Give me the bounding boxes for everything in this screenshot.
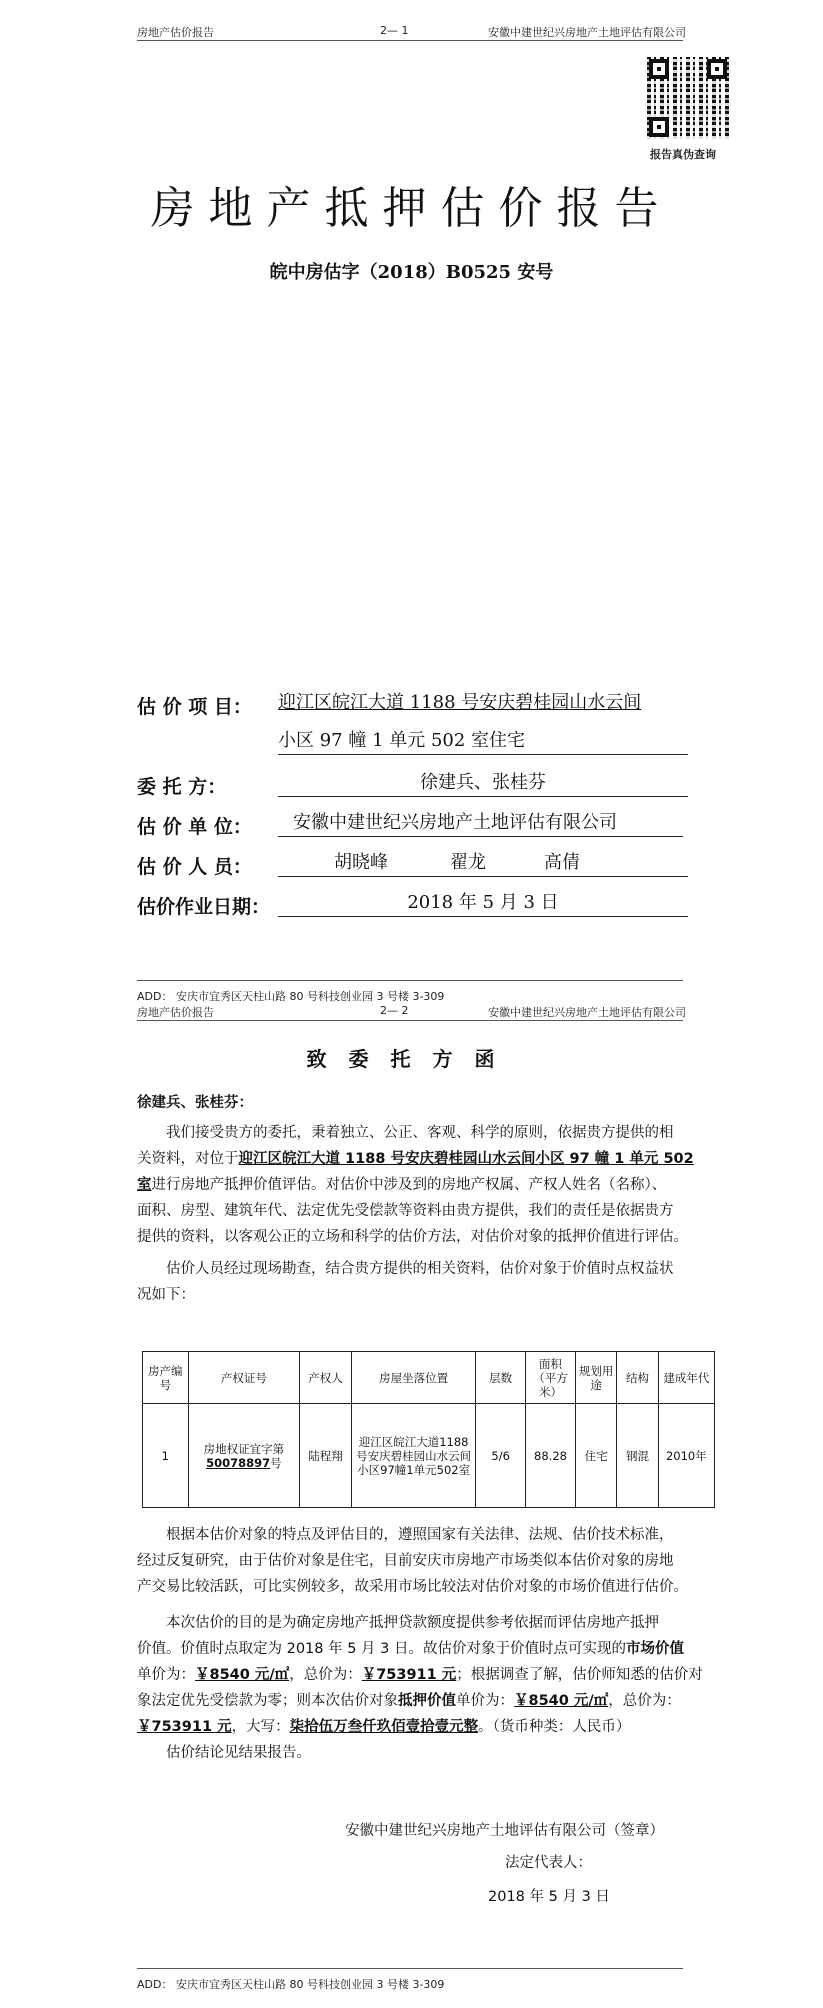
header-right: 安徽中建世纪兴房地产土地评估有限公司 xyxy=(488,26,686,39)
header-right-2: 安徽中建世纪兴房地产土地评估有限公司 xyxy=(488,1006,686,1019)
report-number: 皖中房估字（2018）B0525 安号 xyxy=(269,262,554,283)
mortgage-value-label: 抵押价值 xyxy=(398,1693,456,1709)
para5: 估价结论见结果报告。 xyxy=(166,1745,311,1761)
appraiser-1: 胡晓峰 xyxy=(334,852,388,873)
market-unit-price: ￥8540 元/㎡ xyxy=(195,1667,290,1683)
header-left: 房地产估价报告 xyxy=(137,26,214,39)
para4-line3: 单价为：￥8540 元/㎡，总价为：￥753911 元；根据调查了解，估价师知悉的估价对 xyxy=(137,1667,703,1683)
table-header-row xyxy=(143,1352,715,1404)
firm-value: 安徽中建世纪兴房地产土地评估有限公司 xyxy=(278,810,683,837)
sign-representative: 法定代表人： xyxy=(505,1855,592,1871)
date-value: 2018 年 5 月 3 日 xyxy=(278,890,688,917)
sign-date: 2018 年 5 月 3 日 xyxy=(488,1889,610,1905)
salutation: 徐建兵、张桂芬： xyxy=(137,1095,253,1111)
para4-line5: ￥753911 元，大写：柒拾伍万叁仟玖佰壹拾壹元整。（货币种类：人民币） xyxy=(137,1719,631,1735)
col-header: 产权人 xyxy=(300,1352,352,1404)
para1-line3: 室进行房地产抵押价值评估。对估价中涉及到的房地产权属、产权人姓名（名称）、 xyxy=(137,1177,667,1193)
header-rule xyxy=(137,40,683,41)
col-header: 建成年代 xyxy=(658,1352,714,1404)
col-header: 产权证号 xyxy=(188,1352,299,1404)
para4-line2: 价值。价值时点取定为 2018 年 5 月 3 日。故估价对象于价值时点可实现的市场价值 xyxy=(137,1641,685,1657)
project-value-line1: 迎江区皖江大道 1188 号安庆碧桂园山水云间 xyxy=(278,692,642,713)
appraiser-3: 高倩 xyxy=(544,852,580,873)
cell-no: 1 xyxy=(143,1404,189,1508)
cell-floors: 5/6 xyxy=(476,1404,526,1508)
para2-line2: 况如下： xyxy=(137,1287,195,1303)
appraiser-label: 估 价 人 员： xyxy=(137,856,252,878)
amount-in-words: 柒拾伍万叁仟玖佰壹拾壹元整 xyxy=(289,1719,479,1735)
mortgage-unit-price: ￥8540 元/㎡ xyxy=(514,1693,609,1709)
col-header: 层数 xyxy=(476,1352,526,1404)
header-rule-2 xyxy=(137,1020,683,1021)
footer-address: ADD： 安庆市宜秀区天柱山路 80 号科技创业园 3 号楼 3-309 xyxy=(137,990,445,1003)
para1-line5: 提供的资料，以客观公正的立场和科学的估价方法，对估价对象的抵押价值进行评估。 xyxy=(137,1229,688,1245)
qr-code-icon xyxy=(647,57,729,139)
appraisers-line xyxy=(278,850,688,877)
col-header: 房产编号 xyxy=(143,1352,189,1404)
cell-area: 88.28 xyxy=(526,1404,576,1508)
table-row xyxy=(143,1404,715,1508)
market-value-label: 市场价值 xyxy=(626,1641,685,1657)
firm-label: 估 价 单 位： xyxy=(137,816,252,838)
col-header: 面积（平方米） xyxy=(526,1352,576,1404)
cell-structure: 钢混 xyxy=(617,1404,658,1508)
property-table xyxy=(142,1351,715,1508)
header-page-number: 2— 1 xyxy=(380,24,409,37)
date-label: 估价作业日期： xyxy=(137,896,271,918)
para1-line2: 关资料，对位于迎江区皖江大道 1188 号安庆碧桂园山水云间小区 97 幢 1 单元 502 xyxy=(137,1151,694,1167)
report-title: 房地产抵押估价报告 xyxy=(150,183,673,234)
para4-line4: 象法定优先受偿款为零；则本次估价对象抵押价值单价为：￥8540 元/㎡，总价为： xyxy=(137,1693,681,1709)
project-label: 估 价 项 目： xyxy=(137,696,252,718)
letter-title: 致委托方函 xyxy=(306,1047,517,1071)
para1-line4: 面积、房型、建筑年代、法定优先受偿款等资料由贵方提供，我们的责任是依据贵方 xyxy=(137,1203,674,1219)
cell-location: 迎江区皖江大道1188号安庆碧桂园山水云间小区97幢1单元502室 xyxy=(352,1404,476,1508)
header-left-2: 房地产估价报告 xyxy=(137,1006,214,1019)
footer-address-2: ADD： 安庆市宜秀区天柱山路 80 号科技创业园 3 号楼 3-309 xyxy=(137,1978,445,1991)
market-total-price: ￥753911 元 xyxy=(361,1667,457,1683)
col-header: 房屋坐落位置 xyxy=(352,1352,476,1404)
qr-caption: 报告真伪查询 xyxy=(650,148,716,161)
para3-line3: 产交易比较活跃，可比实例较多，故采用市场比较法对估价对象的市场价值进行估价。 xyxy=(137,1579,688,1595)
para3-line2: 经过反复研究，由于估价对象是住宅，目前安庆市房地产市场类似本估价对象的房地 xyxy=(137,1553,674,1569)
letter-body xyxy=(137,1120,737,1308)
client-label: 委 托 方： xyxy=(137,776,227,798)
property-address: 迎江区皖江大道 1188 号安庆碧桂园山水云间小区 97 幢 1 单元 502 xyxy=(238,1151,694,1167)
cell-use: 住宅 xyxy=(575,1404,616,1508)
para1-line1: 我们接受贵方的委托，秉着独立、公正、客观、科学的原则，依据贵方提供的相 xyxy=(166,1125,674,1141)
sign-company: 安徽中建世纪兴房地产土地评估有限公司（签章） xyxy=(345,1823,664,1839)
letter-body-2 xyxy=(137,1522,737,1766)
client-value: 徐建兵、张桂芬 xyxy=(278,770,688,797)
project-value-line2: 小区 97 幢 1 单元 502 室住宅 xyxy=(278,728,688,755)
cell-year: 2010年 xyxy=(658,1404,714,1508)
appraiser-2: 翟龙 xyxy=(450,852,486,873)
para4-line1: 本次估价的目的是为确定房地产抵押贷款额度提供参考依据而评估房地产抵押 xyxy=(166,1615,659,1631)
mortgage-total-price: ￥753911 元 xyxy=(137,1719,232,1735)
para2-line1: 估价人员经过现场勘查，结合贵方提供的相关资料，估价对象于价值时点权益状 xyxy=(166,1261,674,1277)
footer-rule xyxy=(137,980,683,981)
col-header: 结构 xyxy=(617,1352,658,1404)
cell-owner: 陆程翔 xyxy=(300,1404,352,1508)
col-header: 规划用途 xyxy=(575,1352,616,1404)
cell-cert: 房地权证宜字第50078897号 xyxy=(188,1404,299,1508)
header-page-number-2: 2— 2 xyxy=(380,1004,409,1017)
footer-rule-2 xyxy=(137,1968,683,1969)
para3-line1: 根据本估价对象的特点及评估目的，遵照国家有关法律、法规、估价技术标准， xyxy=(166,1527,674,1543)
